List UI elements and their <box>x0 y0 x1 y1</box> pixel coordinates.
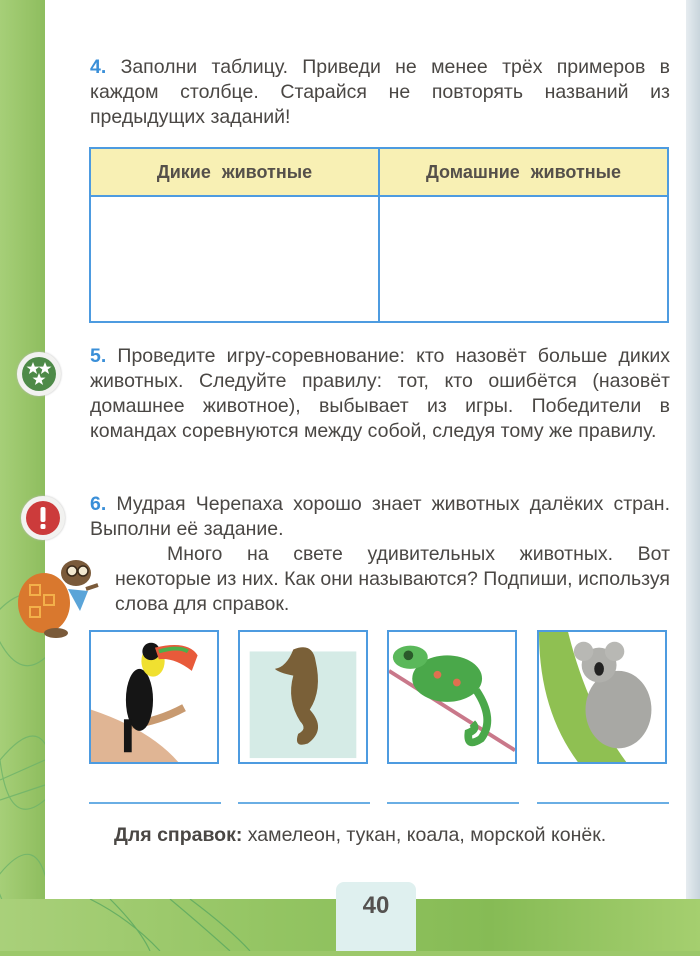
koala-image <box>539 632 665 762</box>
leaf-pattern-decoration <box>0 0 46 951</box>
left-margin-strip <box>0 0 46 951</box>
caption-line-seahorse[interactable] <box>238 802 370 804</box>
task-number: 4. <box>90 56 107 78</box>
exclamation-icon <box>21 496 65 540</box>
page-number-tab <box>336 882 416 951</box>
three-stars-icon <box>17 352 61 396</box>
page-number: 40 <box>362 892 390 919</box>
wild-animals-answer-cell[interactable] <box>90 196 379 322</box>
koala-picture <box>537 630 667 764</box>
domestic-animals-answer-cell[interactable] <box>379 196 668 322</box>
seahorse-image <box>240 632 366 762</box>
chameleon-picture <box>387 630 517 764</box>
wild-domestic-animals-table <box>89 147 669 323</box>
task-4-instructions <box>90 55 670 130</box>
task-text: Проведите игру-соревнование: кто назовёт больше диких животных. Следуйте правилу: тот, кто ошибётся (назовёт домашнее животное), выбывает из игры. Победители в командах соревнуются между собой, следуя тому же правилу. <box>90 345 670 442</box>
seahorse-picture <box>238 630 368 764</box>
caption-line-chameleon[interactable] <box>387 802 519 804</box>
task-number: 6. <box>90 493 107 515</box>
page-edge-shadow <box>686 0 700 899</box>
task-number: 5. <box>90 345 107 367</box>
toucan-picture <box>89 630 219 764</box>
reference-words <box>90 822 670 848</box>
reference-word-list: хамелеон, тукан, коала, морской конёк. <box>247 824 607 846</box>
wise-turtle-illustration <box>6 545 101 640</box>
toucan-image <box>91 632 217 762</box>
textbook-page <box>45 0 686 899</box>
task-text: Заполни таблицу. Приведи не менее трёх примеров в каждом столбце. Старайся не повторять названий из предыдущих заданий! <box>90 56 670 128</box>
column-header-wild: Дикие животные <box>90 148 379 196</box>
task-6-instructions <box>90 492 670 542</box>
reference-label: Для справок: <box>114 824 243 846</box>
caption-line-toucan[interactable] <box>89 802 221 804</box>
chameleon-image <box>389 632 515 762</box>
task-5-instructions <box>90 344 670 444</box>
column-header-domestic: Домашние животные <box>379 148 668 196</box>
task-6-subtext: Много на свете удивительных животных. Вот некоторые из них. Как они называются? Подпиши, используя слова для справок. <box>115 543 670 615</box>
task-text: Мудрая Черепаха хорошо знает животных далёких стран. Выполни её задание. <box>90 493 670 540</box>
caption-line-koala[interactable] <box>537 802 669 804</box>
